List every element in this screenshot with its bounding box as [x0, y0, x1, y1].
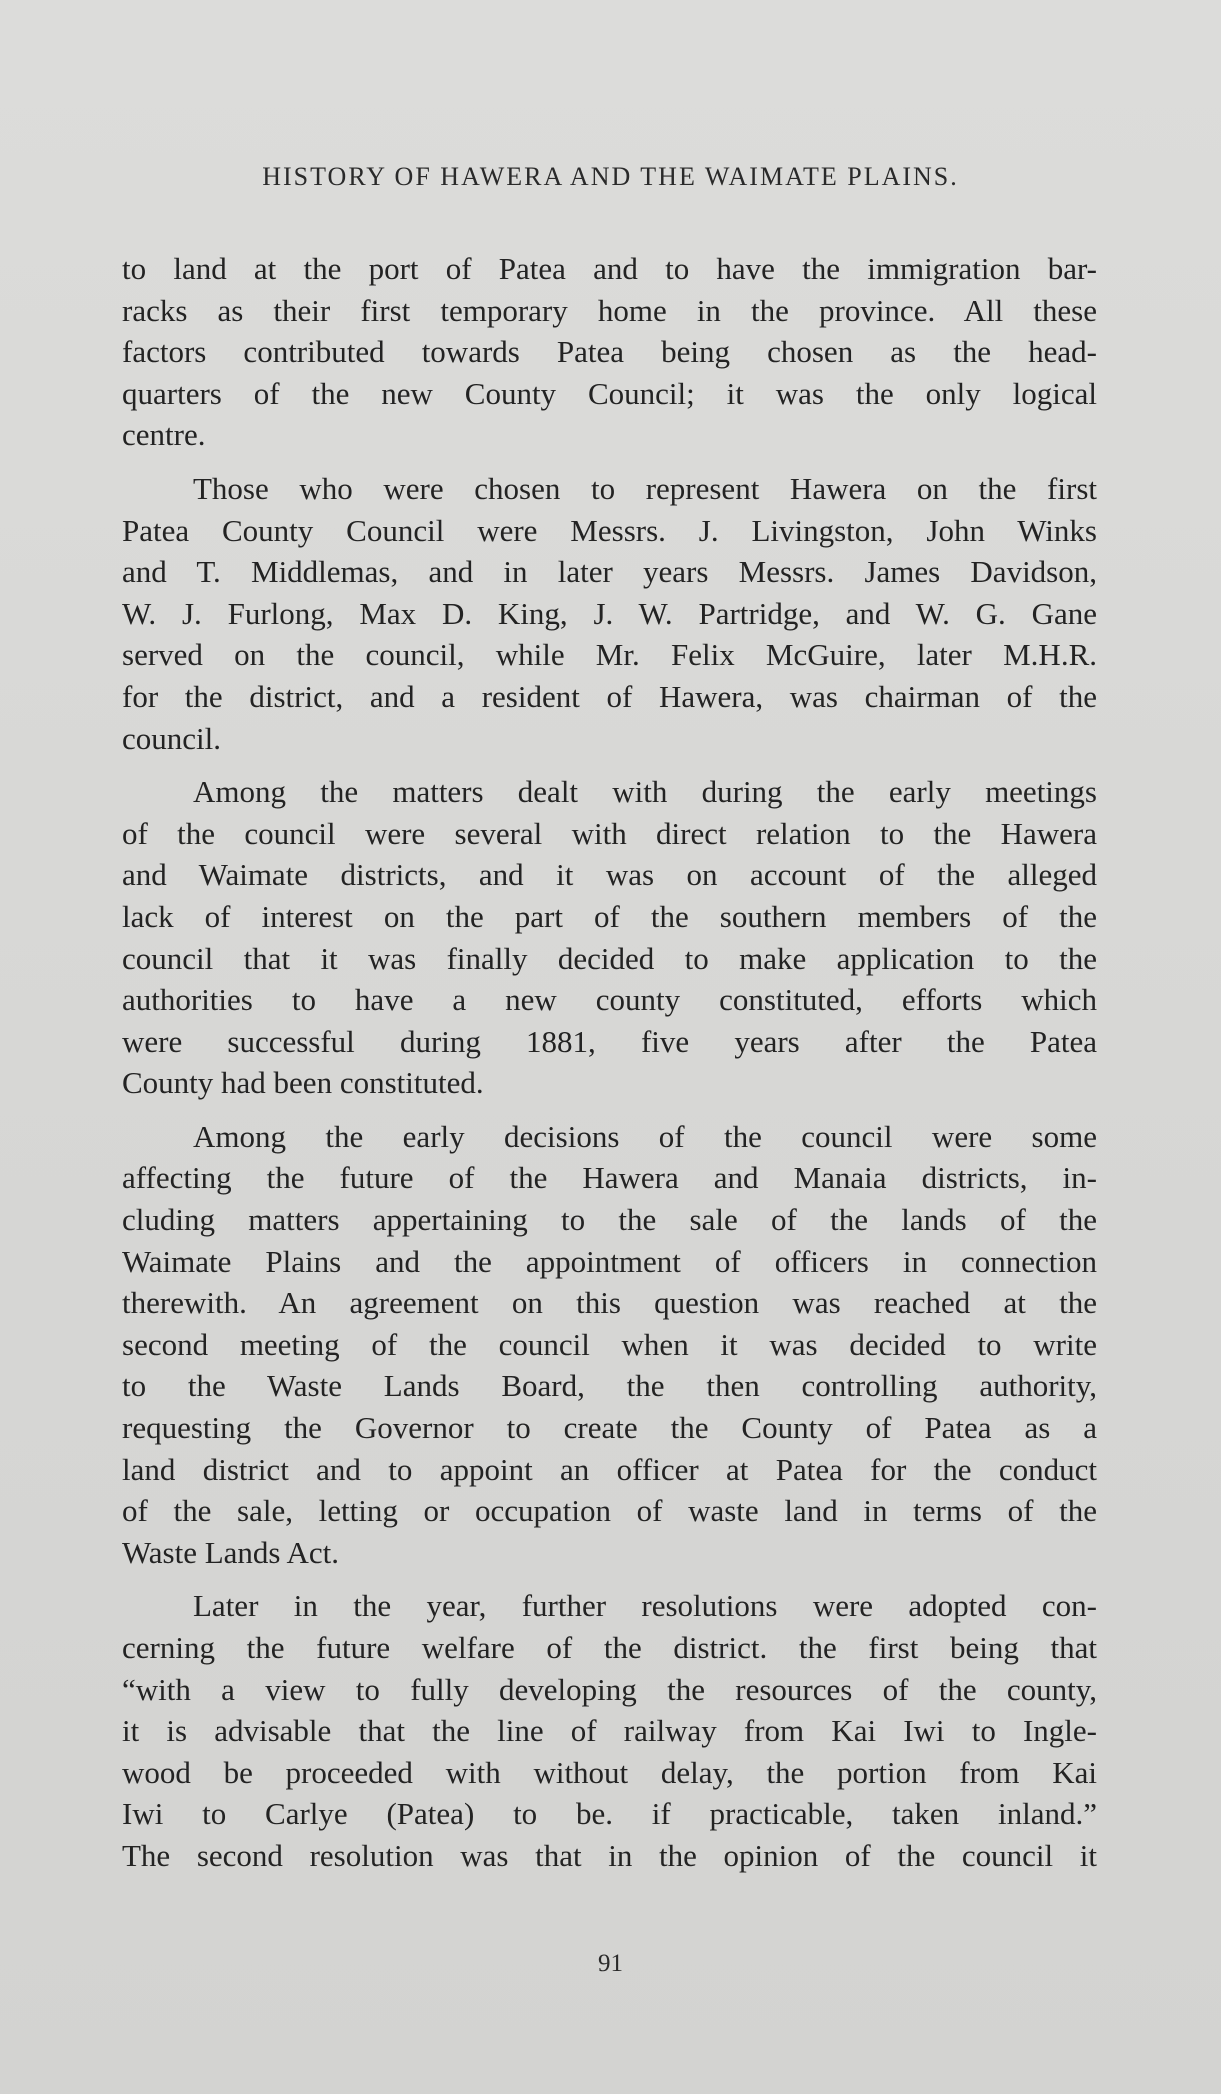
text-line: served on the council, while Mr. Felix McGuire, later M.H.R. — [122, 637, 1097, 673]
text-line: for the district, and a resident of Hawera, was chairman of the — [122, 678, 1097, 714]
text-line: of the council were several with direct relation to the Hawera — [122, 815, 1097, 851]
text-line: of the sale, letting or occupation of waste land in terms of the — [122, 1493, 1097, 1529]
text-line: and Waimate districts, and it was on account of the alleged — [122, 857, 1097, 893]
text-line: to the Waste Lands Board, the then controlling authority, — [122, 1368, 1097, 1404]
paragraph-2 — [122, 468, 1097, 759]
text-line: “with a view to fully developing the resources of the county, — [122, 1671, 1097, 1707]
paragraph-3 — [122, 771, 1097, 1104]
text-line: The second resolution was that in the opinion of the council it — [122, 1837, 1097, 1873]
text-line: second meeting of the council when it was decided to write — [122, 1326, 1097, 1362]
paragraph-1 — [122, 248, 1097, 456]
text-line: centre. — [122, 417, 206, 453]
text-line: County had been constituted. — [122, 1065, 484, 1101]
text-line: affecting the future of the Hawera and Manaia districts, in- — [122, 1160, 1097, 1196]
text-line: factors contributed towards Patea being chosen as the head- — [122, 334, 1097, 370]
text-line: cerning the future welfare of the district. the first being that — [122, 1630, 1097, 1665]
text-line: wood be proceeded with without delay, the portion from Kai — [122, 1754, 1097, 1790]
text-line: cluding matters appertaining to the sale of the lands of the — [122, 1202, 1097, 1238]
text-line: racks as their first temporary home in the province. All these — [122, 292, 1097, 328]
text-line: it is advisable that the line of railway from Kai Iwi to Ingle- — [122, 1713, 1097, 1749]
paragraph-4 — [122, 1116, 1097, 1574]
text-line: W. J. Furlong, Max D. King, J. W. Partridge, and W. G. Gane — [122, 595, 1097, 631]
text-line: and T. Middlemas, and in later years Messrs. James Davidson, — [122, 554, 1097, 590]
running-head: HISTORY OF HAWERA AND THE WAIMATE PLAINS. — [262, 162, 959, 191]
text-line: authorities to have a new county constituted, efforts which — [122, 982, 1097, 1018]
text-line: council. — [122, 720, 221, 756]
text-line: to land at the port of Patea and to have the immigration bar- — [122, 251, 1097, 286]
text-line: Among the matters dealt with during the early meetings — [193, 774, 1097, 810]
text-line: land district and to appoint an officer at Patea for the conduct — [122, 1451, 1097, 1487]
paragraph-5 — [122, 1585, 1097, 1876]
body-text — [122, 248, 1097, 1889]
text-line: requesting the Governor to create the County of Patea as a — [122, 1410, 1097, 1446]
text-line: Among the early decisions of the council were some — [193, 1118, 1097, 1154]
text-line: therewith. An agreement on this question was reached at the — [122, 1285, 1097, 1321]
text-line: were successful during 1881, five years after the Patea — [122, 1023, 1097, 1059]
text-line: Later in the year, further resolutions were adopted con- — [193, 1588, 1097, 1624]
text-line: council that it was finally decided to make application to the — [122, 940, 1097, 976]
text-line: Iwi to Carlye (Patea) to be. if practicable, taken inland.” — [122, 1796, 1097, 1832]
text-line: Waimate Plains and the appointment of officers in connection — [122, 1243, 1097, 1279]
text-line: Patea County Council were Messrs. J. Livingston, John Winks — [122, 512, 1097, 548]
text-line: quarters of the new County Council; it was the only logical — [122, 375, 1097, 411]
text-line: lack of interest on the part of the southern members of the — [122, 898, 1097, 934]
text-line: Waste Lands Act. — [122, 1534, 340, 1570]
page-number: 91 — [598, 1950, 623, 1977]
text-line: Those who were chosen to represent Hawera on the first — [193, 470, 1097, 506]
